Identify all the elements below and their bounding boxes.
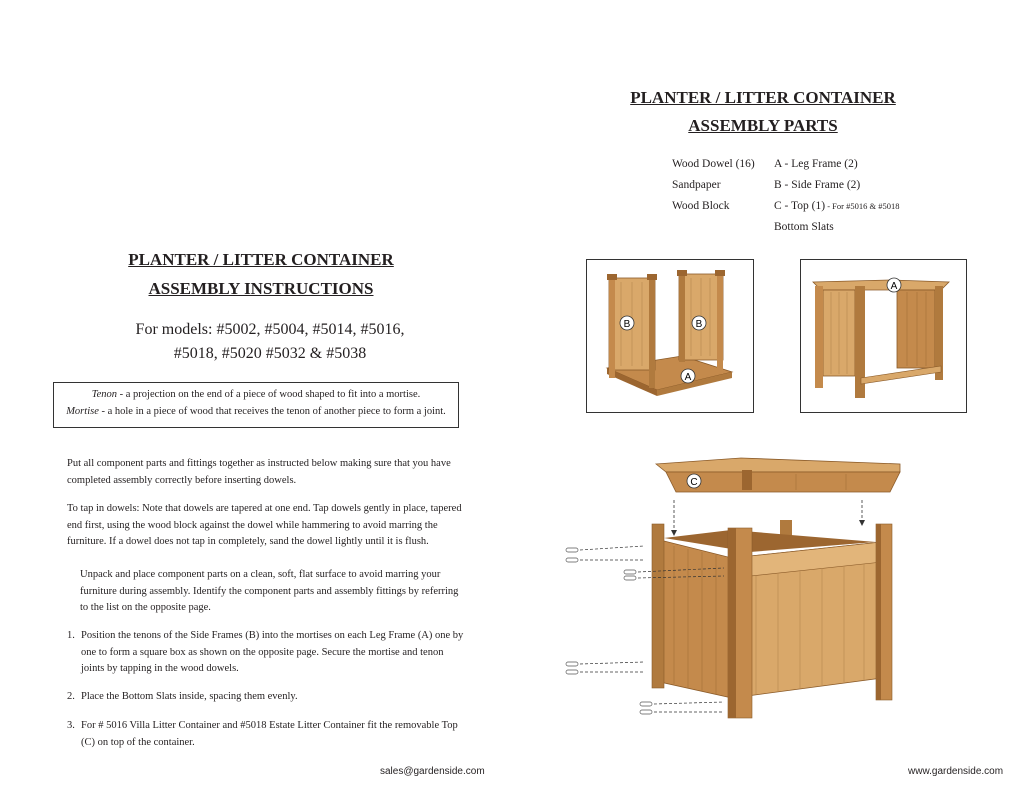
fitting-item: Wood Block [672,200,730,212]
component-note: - For #5016 & #5018 [825,201,900,211]
components-list [774,154,899,238]
assembled-container-illustration [556,450,906,722]
step-number: 1. [67,630,75,641]
leg-frame-illustration [801,260,966,412]
label-b-right: B [695,319,703,330]
label-b-left: B [623,319,631,330]
instructions-title-line2: ASSEMBLY INSTRUCTIONS [148,279,374,298]
step-2 [67,689,465,706]
side-frames-illustration [587,260,753,412]
component-item: A - Leg Frame (2) [774,158,858,170]
component-item: C - Top (1) - For #5016 & #5018 [774,200,900,212]
step-1 [67,628,465,678]
figure-side-frames [586,259,754,413]
step-number: 2. [67,691,75,702]
step-3 [67,718,465,751]
models-line2: #5018, #5020 #5032 & #5038 [173,345,367,362]
label-a-top: A [890,281,898,292]
footer-website[interactable]: www.gardenside.com [908,766,1004,777]
models-text [90,318,450,366]
dowel-paragraph: To tap in dowels: Note that dowels are tapered at one end. Tap dowels gently in place, tapered end first, using the wood block against the dowel while hammering to avoid marring the furniture. If a dowel does not tap in completely, sand the dowel lightly until it is flush. [67,503,462,547]
definitions-box [53,382,459,428]
step-text: Place the Bottom Slats inside, spacing them evenly. [81,691,298,702]
fittings-list [672,154,755,217]
parts-title-line1: PLANTER / LITTER CONTAINER [630,88,896,107]
fitting-item: Sandpaper [672,179,721,191]
fitting-item: Wood Dowel (16) [672,158,755,170]
label-a: A [684,372,692,383]
component-item: B - Side Frame (2) [774,179,861,191]
step-text: For # 5016 Villa Litter Container and #5018 Estate Litter Container fit the removable Top (C) on top of the container. [81,720,458,748]
step-number: 3. [67,720,75,731]
label-c: C [690,477,698,488]
figure-leg-frame [800,259,967,413]
instructions-title-line1: PLANTER / LITTER CONTAINER [128,250,394,269]
parts-title-line2: ASSEMBLY PARTS [688,116,838,135]
step-text: Position the tenons of the Side Frames (B) into the mortises on each Leg Frame (A) one by one to form a square box as shown on the opposite page. Secure the mortise and tenon joints by tapping in the wood dowels. [81,630,464,674]
footer-email[interactable]: sales@gardenside.com [380,766,485,777]
unpack-paragraph: Unpack and place component parts on a clean, soft, flat surface to avoid marring your furniture during assembly. Identify the component parts and assembly fittings by referring to the list on the opposite page. [80,569,459,613]
intro-paragraph: Put all component parts and fittings together as instructed below making sure that you have completed assembly correctly before inserting dowels. [67,458,451,486]
definition-mortise: Mortise - a hole in a piece of wood that receives the tenon of another piece to form a joint. [66,406,446,417]
definition-tenon: Tenon - a projection on the end of a piece of wood shaped to fit into a mortise. [91,389,421,400]
component-item: Bottom Slats [774,221,834,233]
models-line1: For models: #5002, #5004, #5014, #5016, [135,321,405,338]
